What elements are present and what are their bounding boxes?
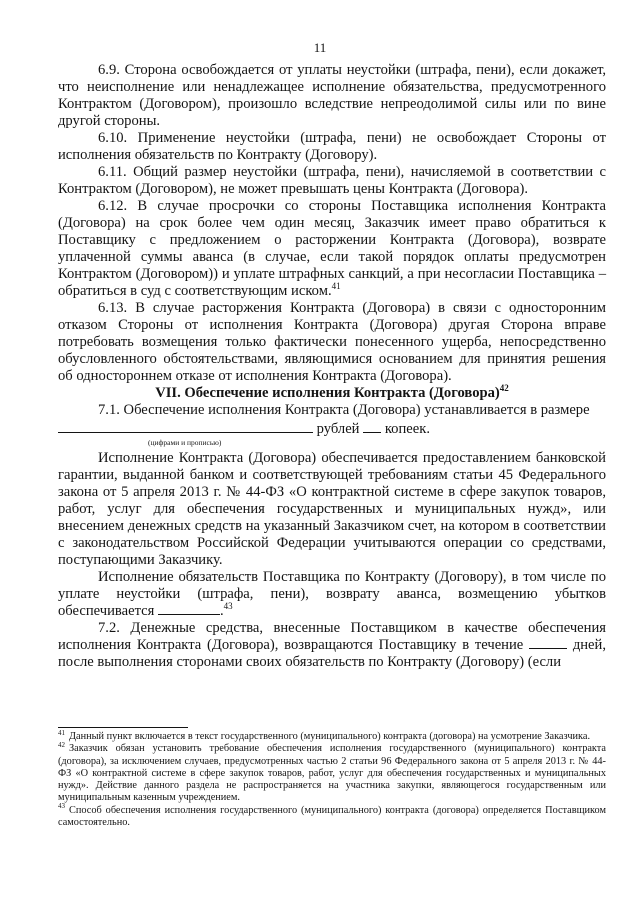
- clause-7-2-end: после выполнения сторонами своих обязательств по Контракту (Договору) (если: [58, 654, 562, 670]
- footnote-42-number: 42: [58, 740, 65, 749]
- amount-rubles-label: рублей: [316, 421, 360, 437]
- paragraph-obligations-text: Исполнение обязательств Поставщика по Контракту (Договору), в том числе по уплате неустойки (штрафа, пени), возврату аванса, возмещению убытков обеспечивается: [58, 569, 606, 619]
- footnote-42: [58, 740, 606, 804]
- amount-blank[interactable]: [58, 432, 313, 433]
- clause-6-12: [58, 198, 606, 300]
- clause-6-11: 6.11. Общий размер неустойки (штрафа, пени), начисляемой в соответствии с Контрактом (Договором), не может превышать цены Контракта (Договора).: [58, 164, 606, 197]
- clause-6-13: 6.13. В случае расторжения Контракта (Договора) в связи с односторонним отказом Стороны от исполнения Контракта (Договора) другая Сторона вправе потребовать возмещения только фактически понесенного ущерба, непосредственно обусловленного обстоятельствами, являющимися основанием для принятия решения об одностороннем отказе от исполнения Контракта (Договора).: [58, 300, 606, 384]
- clause-7-2-days: дней,: [572, 637, 606, 653]
- footnote-ref-42: 42: [499, 383, 509, 394]
- footnote-43-number: 43: [58, 802, 65, 811]
- clause-7-1: 7.1. Обеспечение исполнения Контракта (Договора) устанавливается в размере: [98, 402, 590, 418]
- footnote-ref-41: 41: [331, 281, 341, 292]
- clause-7-2: [58, 620, 606, 671]
- clause-7-2-start: 7.2. Денежные средства, внесенные Поставщиком в качестве обеспечения исполнения Контракта (Договора), возвращаются Поставщику в течение: [58, 620, 606, 653]
- spacer: [58, 438, 606, 450]
- page-number: 11: [313, 40, 327, 55]
- amount-kopecks-label: копеек.: [384, 421, 430, 437]
- security-method-blank[interactable]: [158, 614, 220, 615]
- clause-6-10: 6.10. Применение неустойки (штрафа, пени) не освобождает Стороны от исполнения обязательств по Контракту (Договору).: [58, 130, 606, 163]
- footnote-42-text: Заказчик обязан установить требование обеспечения исполнения государственного (муниципального) контракта (договора), за исключением случаев, предусмотренных частью 2 статьи 96 Федерального закона от 5 апреля 2013 г. № 44-ФЗ «О контрактной системе в сфере закупок товаров, работ, услуг для обеспечения государственных и муниципальных нужд». Действие данного раздела не распространяется на участника закупки, являющегося государственным или муниципальным казенным учреждением.: [58, 743, 606, 804]
- paragraph-obligations: Исполнение обязательств Поставщика по Контракту (Договору), в том числе по уплате неустойки (штрафа, пени), возврату аванса, возмещению убытков обеспечивается .$^{43}$: [58, 569, 606, 619]
- footnote-separator: [58, 727, 188, 728]
- footnote-43: [58, 802, 606, 830]
- return-days-blank[interactable]: [529, 648, 567, 649]
- footnote-41-number: 41: [58, 728, 65, 737]
- amount-caption: (цифрами и прописью): [148, 438, 222, 447]
- footnote-41: [58, 728, 606, 743]
- amount-row: [58, 421, 606, 447]
- document-body: [58, 62, 606, 671]
- paragraph-guarantee: Исполнение Контракта (Договора) обеспечивается предоставлением банковской гарантии, выданной банком и соответствующей требованиям статьи 45 Федерального закона от 5 апреля 2013 г. № 44-ФЗ «О контрактной системе в сфере закупок товаров, работ, услуг для обеспечения государственных и муниципальных нужд», или внесением денежных средств на указанный Заказчиком счет, на котором в соответствии с законодательством Российской Федерации учитываются операции со средствами, поступающими Заказчику.: [58, 450, 606, 568]
- footnote-41-text: Данный пункт включается в текст государственного (муниципального) контракта (договора) на усмотрение Заказчика.: [69, 731, 591, 742]
- clause-6-9: 6.9. Сторона освобождается от уплаты неустойки (штрафа, пени), если докажет, что неисполнение или ненадлежащее исполнение обязательства, предусмотренного Контрактом (Договором), произошло вследствие непреодолимой силы или по вине другой стороны.: [58, 62, 606, 129]
- footnotes: [58, 728, 606, 829]
- clause-6-12-text: 6.12. В случае просрочки со стороны Поставщика исполнения Контракта (Договора) на срок более чем один месяц, Заказчик имеет право обратиться к Поставщику с предложением о расторжении Контракта (Договора), возврате уплаченной суммы аванса (в случае, если такой порядок оплаты предусмотрен Контрактом (Договором)) и уплате штрафных санкций, а при несогласии Поставщика – обратиться в суд с соответствующим иском.: [58, 198, 606, 299]
- footnote-ref-43: 43: [223, 601, 233, 612]
- section-7-title-text: VII. Обеспечение исполнения Контракта (Договора): [155, 385, 500, 401]
- footnote-43-text: Способ обеспечения исполнения государственного (муниципального) контракта (договора) определяется Поставщиком самостоятельно.: [58, 804, 606, 829]
- section-7-title: [58, 385, 606, 402]
- kopecks-blank[interactable]: [363, 432, 381, 433]
